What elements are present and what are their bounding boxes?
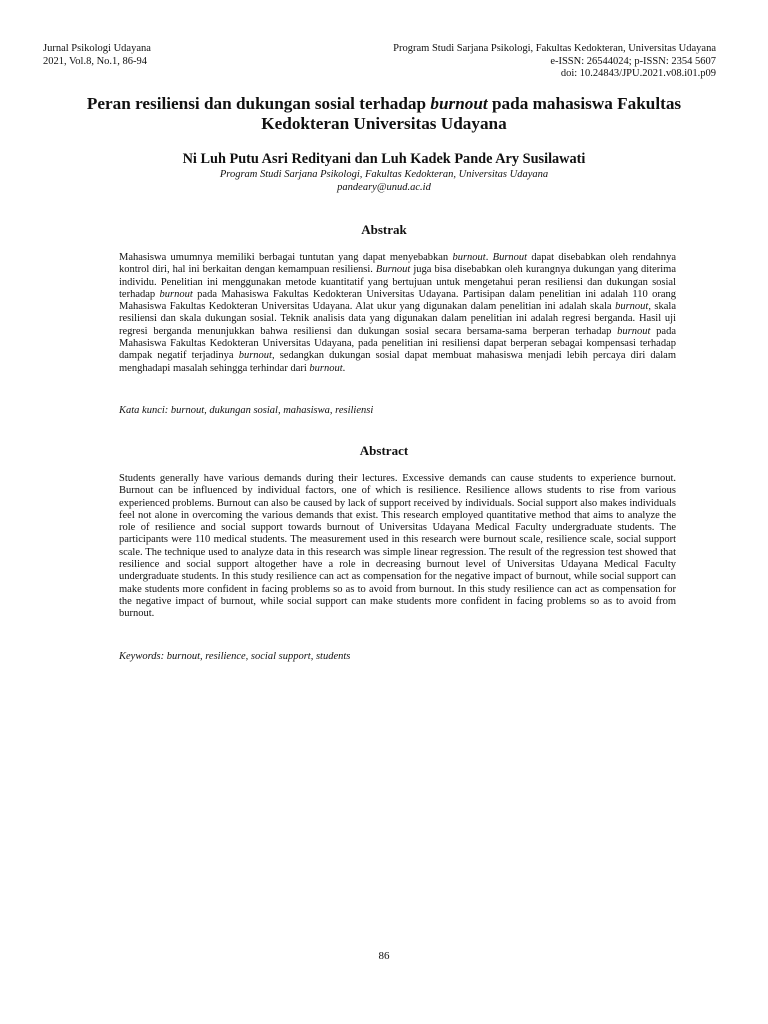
text-segment: , sedangkan dukungan sosial dapat membuat mahasiswa menjadi lebih percaya diri dalam menghadapi masalah sehingga terhindar dari (119, 350, 677, 374)
journal-volume: 2021, Vol.8, No.1, 86-94 (43, 55, 148, 67)
title-part-1: Peran resiliensi dan dukungan sosial terhadap (86, 94, 431, 113)
program-name: Program Studi Sarjana Psikologi, Fakultas Kedokteran, Universitas Udayana (393, 43, 716, 54)
italic-term: burnout (159, 288, 193, 300)
text-segment: juga bisa disebabkan oleh kurangnya dukungan yang diterima individu. Penelitian ini menggunakan metode kuantitatif yang bertujuan untuk mengetahui peran resiliensi dan dukungan sosial terhadap (119, 264, 676, 300)
journal-header-right (393, 43, 716, 81)
text-segment: pada Mahasiswa Fakultas Kedokteran Universitas Udayana, pada penelitian ini resiliensi dapat berperan sebagai kompensasi terhadap dampak negatif terjadinya (119, 325, 676, 362)
paper-title (60, 94, 708, 134)
text-segment: Mahasiswa umumnya memiliki berbagai tuntutan yang dapat menyebabkan (119, 252, 453, 263)
abstrak-body (119, 252, 676, 375)
journal-header-left (43, 43, 151, 68)
italic-term: burnout (238, 350, 272, 362)
abstract-body: Students generally have various demands during their lectures. Excessive demands can cause students to experience burnout. Burnout can be influenced by individual factors, one of which is resilience. Resilience allows students to rise from various experienced problems. Burnout can also be caused by lack of support received by individuals. Social support also makes individuals feel not alone in overcoming the various demands that exist. This research employed quantitative method that aims to analyze the role of resilience and social support towards burnout of Universitas Udayana Medical Faculty undergraduate students. The participants were 110 medical students. The measurement used in this research were burnout scale, resilience scale, social support scale. The technique used to analyze data in this research was simple linear regression. The result of the regression test showed that resilience and social support altogether have a role in decreasing burnout level of Universitas Udayana Medical Faculty undergraduate students. In this study resilience can act as compensation for the negative impact of burnout, while social support can make students more confident in facing problems so as to avoid from burnout. In this study resilience can act as compensation for the negative impact of burnout, while social support can make students more confident in facing problems so as to avoid from burnout. (119, 473, 676, 620)
author-affiliation: Program Studi Sarjana Psikologi, Fakultas Kedokteran, Universitas Udayana (219, 169, 549, 180)
text-segment: . (485, 252, 493, 263)
abstrak-keywords: Kata kunci: burnout, dukungan sosial, mahasiswa, resiliensi (119, 405, 374, 416)
italic-term: burnout (452, 252, 486, 263)
italic-term: Burnout (375, 264, 411, 276)
abstract-heading: Abstract (359, 443, 409, 458)
author-email: pandeary@unud.ac.id (337, 182, 431, 193)
italic-term: burnout (615, 301, 649, 313)
italic-term: burnout (617, 325, 651, 337)
issn-line: e-ISSN: 26544024; p-ISSN: 2354 5607 (550, 55, 716, 67)
text-segment: pada Mahasiswa Fakultas Kedokteran Universitas Udayana. Partisipan dalam penelitian ini adalah 110 orang Mahasiswa Fakultas Kedokteran Universitas Udayana. Alat ukur yang digunakan dalam penelitian ini adalah skala (119, 288, 676, 313)
italic-term: burnout (309, 362, 343, 374)
abstract-keywords: Keywords: burnout, resilience, social support, students (119, 651, 351, 662)
italic-term: Burnout (492, 252, 528, 263)
doi-line: doi: 10.24843/JPU.2021.v08.i01.p09 (560, 68, 716, 79)
author-list: Ni Luh Putu Asri Redityani dan Luh Kadek Pande Ary Susilawati (182, 151, 586, 167)
text-segment: , skala resiliensi dan skala dukungan sosial. Teknik analisis data yang digunakan dalam penelitian ini adalah regresi berganda. Hasil uji regresi berganda menunjukkan bahwa resiliensi dan dukungan sosial secara bersama-sama berperan terhadap (119, 301, 676, 337)
journal-name: Jurnal Psikologi Udayana (43, 43, 151, 54)
page-number: 86 (378, 950, 390, 962)
text-segment: dapat disebabkan oleh rendahnya kontrol diri, hal ini berkaitan dengan kemampuan resiliensi. (119, 252, 677, 276)
abstrak-heading: Abstrak (361, 222, 407, 237)
title-part-2: pada mahasiswa Fakultas Kedokteran Universitas Udayana (261, 94, 682, 133)
text-segment: . (342, 362, 346, 374)
title-italic-term: burnout (430, 94, 488, 113)
